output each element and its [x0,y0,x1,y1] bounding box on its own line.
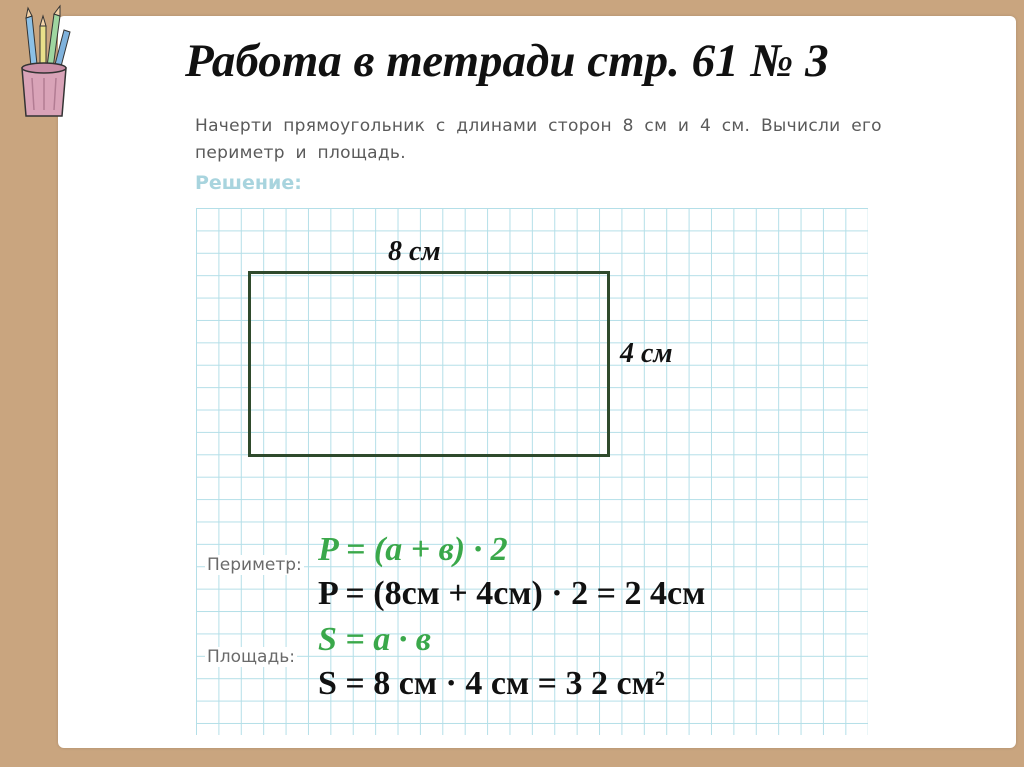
perimeter-label: Периметр: [207,555,302,575]
area-formula: S = а · в [318,621,431,658]
area-calculation: S = 8 см · 4 см = 3 2 см² [318,665,665,702]
pencil-cup-icon [8,4,80,122]
perimeter-formula: P = (а + в) · 2 [318,531,508,568]
perimeter-calculation: P = (8см + 4см) · 2 = 2 4см [318,575,706,612]
solution-label: Решение: [195,172,302,194]
task-text: Начерти прямоугольник с длинами сторон 8 см и 4 см. Вычисли его периметр и площадь. [195,116,882,163]
rectangle-drawing [248,271,610,457]
rectangle-width-label: 4 см [620,338,673,369]
rectangle-length-label: 8 см [388,236,441,267]
page-title: Работа в тетради стр. 61 № 3 [185,35,829,87]
area-label: Площадь: [207,647,295,667]
